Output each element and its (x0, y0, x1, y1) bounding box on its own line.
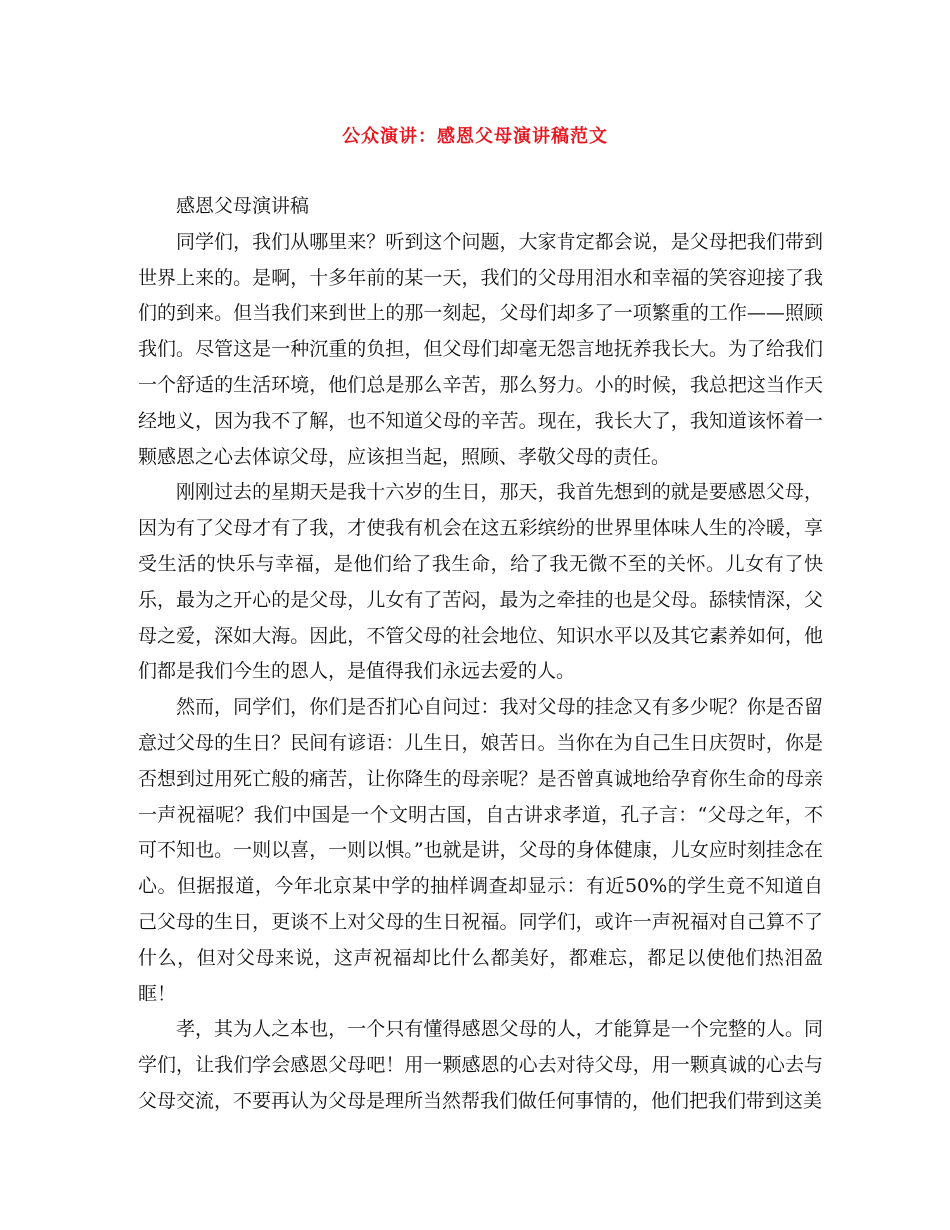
paragraph: 然而，同学们，你们是否扪心自问过：我对父母的挂念又有多少呢？你是否留意过父母的生日？民间有谚语：儿生日，娘苦日。当你在为自己生日庆贺时，你是否想到过用死亡般的痛苦，让你降生的母亲呢？是否曾真诚地给孕育你生命的母亲一声祝福呢？我们中国是一个文明古国，自古讲求孝道，孔子言：“父母之年，不可不知也。一则以喜，一则以惧。”也就是讲，父母的身体健康，儿女应时刻挂念在心。但据报道，今年北京某中学的抽样调查却显示：有近50%的学生竟不知道自己父母的生日，更谈不上对父母的生日祝福。同学们，或许一声祝福对自己算不了什么，但对父母来说，这声祝福却比什么都美好，都难忘，都足以使他们热泪盈眶！ (138, 696, 823, 1005)
paragraph: 同学们，我们从哪里来？听到这个问题，大家肯定都会说，是父母把我们带到世界上来的。是啊，十多年前的某一天，我们的父母用泪水和幸福的笑容迎接了我们的到来。但当我们来到世上的那一刻起，父母们却多了一项繁重的工作——照顾我们。尽管这是一种沉重的负担，但父母们却毫无怨言地抚养我长大。为了给我们一个舒适的生活环境，他们总是那么辛苦，那么努力。小的时候，我总把这当作天经地义，因为我不了解，也不知道父母的辛苦。现在，我长大了，我知道该怀着一颗感恩之心去体谅父母，应该担当起，照顾、孝敬父母的责任。 (138, 230, 823, 468)
paragraph-heading: 感恩父母演讲稿 (176, 195, 310, 217)
document-body (138, 189, 823, 1120)
paragraph: 孝，其为人之本也，一个只有懂得感恩父母的人，才能算是一个完整的人。同学们，让我们学会感恩父母吧！用一颗感恩的心去对待父母，用一颗真诚的心去与父母交流，不要再认为父母是理所当然帮我们做任何事情的，他们把我们带到这美 (138, 1018, 823, 1112)
paragraph: 刚刚过去的星期天是我十六岁的生日，那天，我首先想到的就是要感恩父母，因为有了父母才有了我，才使我有机会在这五彩缤纷的世界里体味人生的冷暖，享受生活的快乐与幸福，是他们给了我生命，给了我无微不至的关怀。儿女有了快乐，最为之开心的是父母，儿女有了苦闷，最为之牵挂的也是父母。舔犊情深，父母之爱，深如大海。因此，不管父母的社会地位、知识水平以及其它素养如何，他们都是我们今生的恩人，是值得我们永远去爱的人。 (138, 481, 823, 683)
document-title: 公众演讲：感恩父母演讲稿范文 (342, 126, 608, 147)
